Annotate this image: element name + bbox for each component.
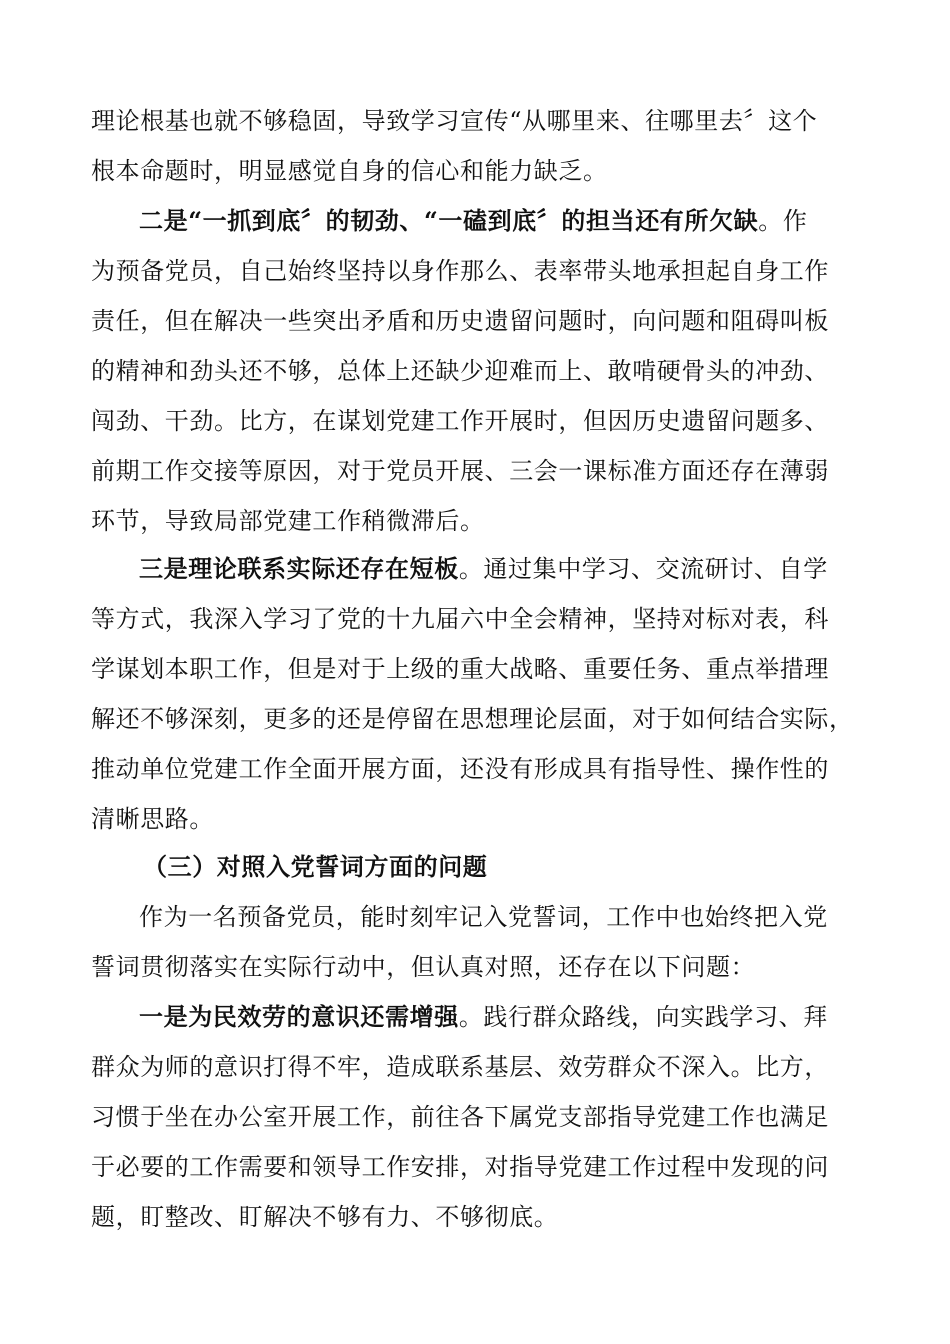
text-line: 于必要的工作需要和领导工作安排，对指导党建工作过程中发现的问 bbox=[91, 1153, 829, 1181]
paragraph-lead-rest: 。通过集中学习、交流研讨、自学 bbox=[458, 555, 828, 583]
text-line: 推动单位党建工作全面开展方面，还没有形成具有指导性、操作性的 bbox=[91, 755, 829, 783]
text-line: 环节，导致局部党建工作稍微滞后。 bbox=[91, 507, 485, 535]
paragraph-lead-bold: 二是“一抓到底〞的韧劲、“一磕到底〞的担当还有所欠缺 bbox=[139, 206, 759, 235]
paragraph-lead-bold: 三是理论联系实际还存在短板 bbox=[139, 554, 459, 583]
text-line: 为预备党员，自己始终坚持以身作那么、表率带头地承担起自身工作 bbox=[91, 257, 829, 285]
text-line: 誓词贯彻落实在实际行动中，但认真对照，还存在以下问题： bbox=[91, 953, 756, 981]
section-heading-block bbox=[91, 842, 861, 892]
text-line: 群众为师的意识打得不牢，造成联系基层、效劳群众不深入。比方， bbox=[91, 1053, 829, 1081]
paragraph-lead-line bbox=[91, 544, 861, 594]
paragraph-lead-line bbox=[91, 196, 861, 246]
paragraph-first-oath-issue bbox=[91, 992, 861, 1242]
paragraph-lead-bold: 一是为民效劳的意识还需增强 bbox=[139, 1002, 459, 1031]
section-heading: （三）对照入党誓词方面的问题 bbox=[143, 852, 488, 881]
text-line: 学谋划本职工作，但是对于上级的重大战略、重要任务、重点举措理 bbox=[91, 655, 829, 683]
paragraph-lead-line bbox=[91, 992, 861, 1042]
paragraph-second-issue bbox=[91, 196, 861, 546]
text-line: 责任，但在解决一些突出矛盾和历史遗留问题时，向问题和阻碍叫板 bbox=[91, 307, 829, 335]
text-line: 清晰思路。 bbox=[91, 805, 214, 833]
text-line: 的精神和劲头还不够，总体上还缺少迎难而上、敢啃硬骨头的冲劲、 bbox=[91, 357, 829, 385]
text-line: 作为一名预备党员，能时刻牢记入党誓词，工作中也始终把入党 bbox=[139, 903, 828, 931]
text-line: 解还不够深刻，更多的还是停留在思想理论层面，对于如何结合实际， bbox=[91, 705, 854, 733]
text-line: 根本命题时，明显感觉自身的信心和能力缺乏。 bbox=[91, 157, 608, 185]
paragraph-oath-intro bbox=[91, 892, 861, 992]
paragraph-lead-rest: 。作 bbox=[758, 207, 808, 235]
paragraph-lead-rest: 。践行群众路线，向实践学习、拜 bbox=[458, 1003, 828, 1031]
paragraph-continuation bbox=[91, 96, 861, 196]
text-line: 习惯于坐在办公室开展工作，前往各下属党支部指导党建工作也满足 bbox=[91, 1103, 829, 1131]
text-line: 理论根基也就不够稳固，导致学习宣传“从哪里来、往哪里去〞这个 bbox=[91, 107, 818, 135]
text-line: 闯劲、干劲。比方，在谋划党建工作开展时，但因历史遗留问题多、 bbox=[91, 407, 829, 435]
text-line: 题，盯整改、盯解决不够有力、不够彻底。 bbox=[91, 1203, 559, 1231]
text-line: 前期工作交接等原因，对于党员开展、三会一课标准方面还存在薄弱 bbox=[91, 457, 829, 485]
text-line: 等方式，我深入学习了党的十九届六中全会精神，坚持对标对表，科 bbox=[91, 605, 829, 633]
paragraph-third-issue bbox=[91, 544, 861, 844]
